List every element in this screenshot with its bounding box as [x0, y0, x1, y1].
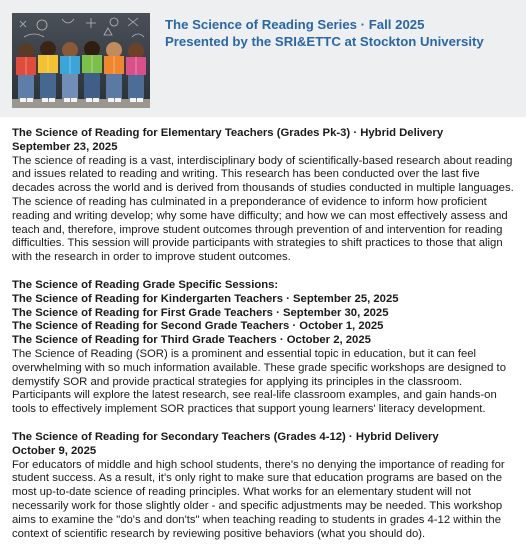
session-title: The Science of Reading for Elementary Teachers (Grades Pk-3) · Hybrid Delivery [12, 127, 444, 139]
session-description: The Science of Reading (SOR) is a prominent and essential topic in education, but it can feel overwhelming with so much information available. These grade specific workshops are designed to demystify SOR and provide practical strategies for applying its principles in the classroom. Participants will explore the latest research, see real-life classroom examples, and gain hands-on tools to effectively implement SOR practices that support young learners' literacy development. [12, 347, 506, 416]
hero-image-children-reading [12, 13, 150, 108]
session-line-second-grade: The Science of Reading for Second Grade Teachers · October 1, 2025 [12, 320, 384, 333]
header-titles [165, 16, 484, 50]
presenter-line: Presented by the SRI&ETTC at Stockton University [165, 34, 484, 49]
session-description: The science of reading is a vast, interdisciplinary body of scientifically-based research about reading and issues related to reading and writing. This research has been conducted over the last five decades across the world and is derived from thousands of studies conducted in multiple languages. The science of reading has culminated in a preponderance of evidence to inform how proficient reading and writing develop; why some have difficulty; and how we can most effectively assess and teach and, therefore, improve student outcomes through prevention of and intervention for reading difficulties. This session will provide participants with strategies to shift practices to those that align with the research in order to improve student outcomes. [12, 154, 514, 264]
header-banner [0, 0, 526, 117]
series-title: The Science of Reading Series · Fall 2025 [165, 17, 425, 32]
session-description: For educators of middle and high school students, there's no denying the importance of reading for student success. As a result, it's only right to make sure that education programs are based on the most up-to-date science of reading principles. What works for an elementary student will not necessarily work for those slightly older - and specific adjustments may be needed. This workshop aims to examine the "do's and don'ts" when teaching reading to students in grades 4-12 within the context of scientific research by reviewing positive behaviors (what you should do). [12, 458, 505, 540]
grade-specific-heading: The Science of Reading Grade Specific Sessions: [12, 278, 279, 291]
children-reading-illustration [12, 13, 150, 108]
session-line-third-grade: The Science of Reading for Third Grade Teachers · October 2, 2025 [12, 334, 371, 347]
session-title: The Science of Reading for Secondary Teachers (Grades 4-12) · Hybrid Delivery [12, 430, 439, 443]
session-elementary [12, 127, 518, 265]
session-date: September 23, 2025 [12, 140, 118, 153]
session-secondary [12, 431, 518, 541]
session-line-first-grade: The Science of Reading for First Grade Teachers · September 30, 2025 [12, 306, 389, 319]
sessions-content [12, 127, 518, 541]
session-date: October 9, 2025 [12, 444, 97, 457]
session-line-kindergarten: The Science of Reading for Kindergarten Teachers · September 25, 2025 [12, 292, 399, 305]
session-grade-specific [12, 279, 518, 417]
